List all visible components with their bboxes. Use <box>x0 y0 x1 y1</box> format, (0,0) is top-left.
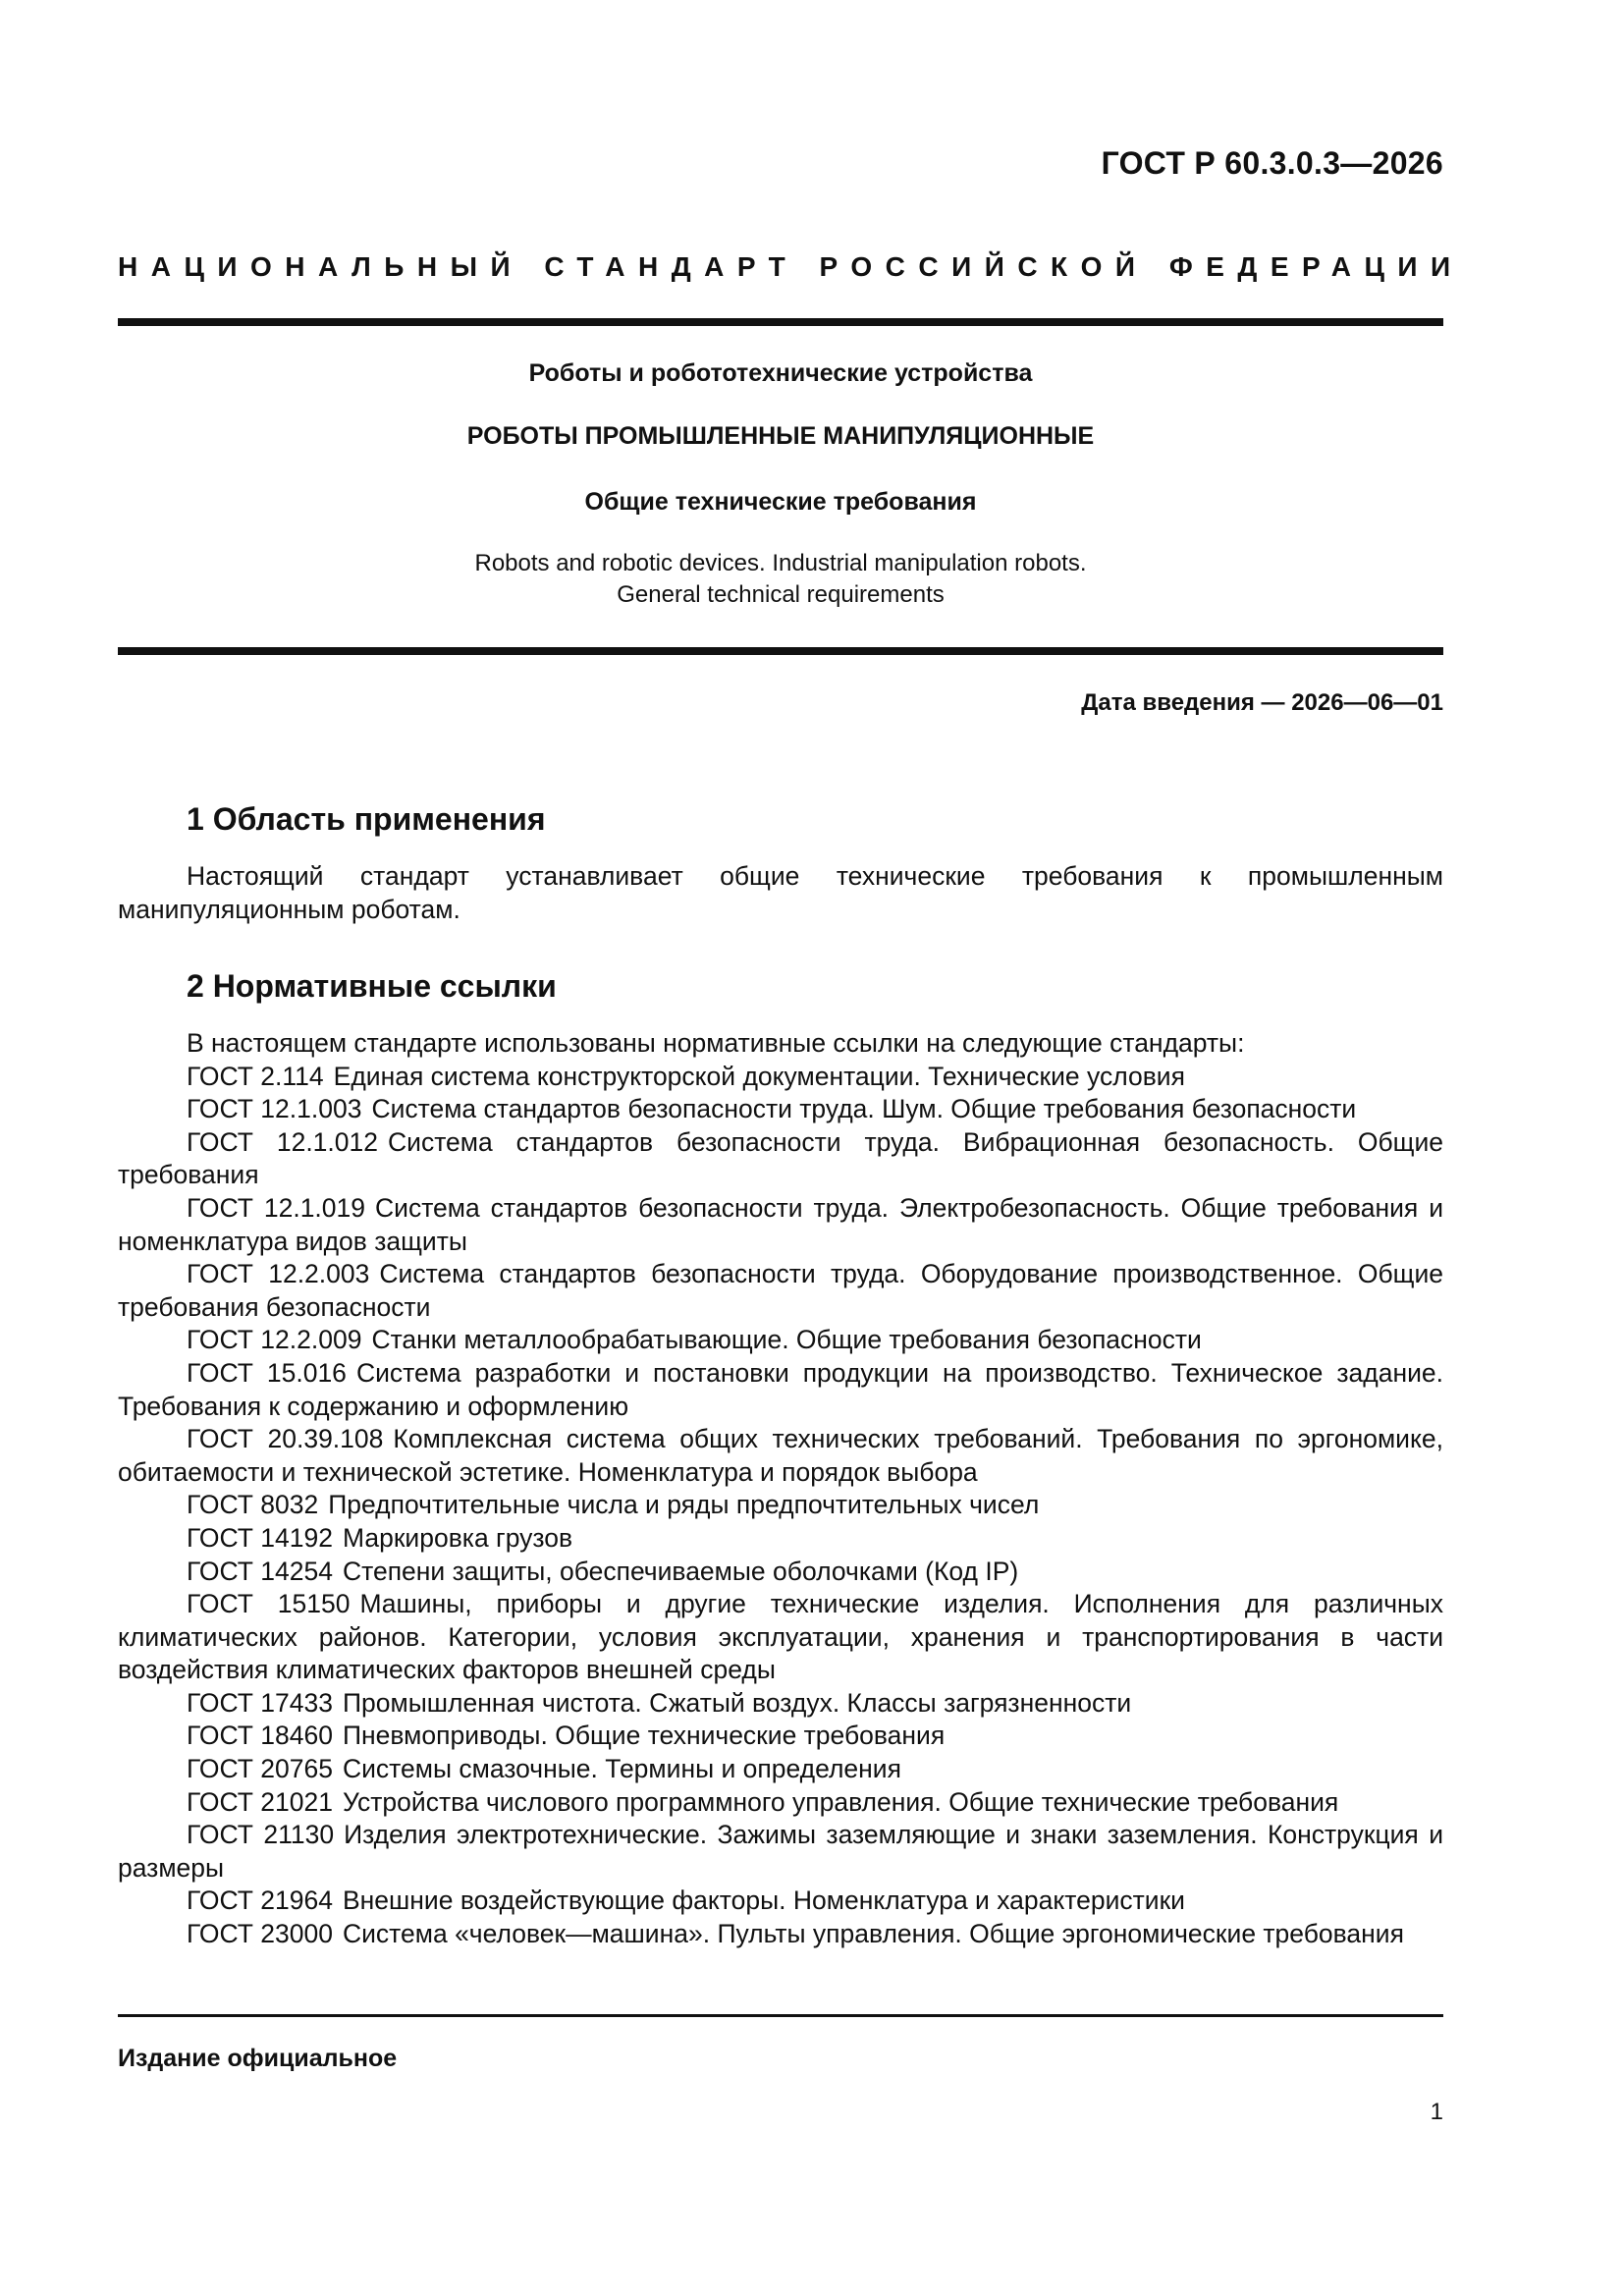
reference-entry <box>118 1357 1443 1423</box>
section-2-body <box>118 1027 1443 1951</box>
reference-title: Система разработки и постановки продукции на производство. Техническое задание. Требования к содержанию и оформлению <box>118 1357 1443 1421</box>
reference-code: ГОСТ 20.39.108 <box>187 1424 384 1454</box>
section-1-paragraph: Настоящий стандарт устанавливает общие технические требования к промышленным манипуляционным роботам. <box>118 861 1443 924</box>
reference-title: Степени защиты, обеспечиваемые оболочками (Код IP) <box>342 1556 1019 1586</box>
reference-title: Комплексная система общих технических требований. Требования по эргономике, обитаемости и технической эстетике. Номенклатура и порядок выбора <box>118 1424 1443 1487</box>
document-code: ГОСТ Р 60.3.0.3—2026 <box>1101 145 1443 181</box>
reference-entry <box>118 1588 1443 1687</box>
reference-entry <box>118 1885 1443 1918</box>
reference-code: ГОСТ 12.2.009 <box>187 1325 362 1355</box>
reference-title: Система стандартов безопасности труда. Оборудование производственное. Общие требования безопасности <box>118 1259 1443 1322</box>
reference-title: Устройства числового программного управления. Общие технические требования <box>342 1786 1339 1817</box>
reference-title: Единая система конструкторской документации. Технические условия <box>333 1061 1185 1091</box>
reference-title: Станки металлообрабатывающие. Общие требования безопасности <box>371 1325 1202 1355</box>
reference-code: ГОСТ 14254 <box>187 1556 333 1586</box>
reference-code: ГОСТ 23000 <box>187 1919 333 1949</box>
reference-code: ГОСТ 2.114 <box>187 1061 324 1091</box>
reference-title: Внешние воздействующие факторы. Номенклатура и характеристики <box>342 1886 1185 1916</box>
subtitle: Общие технические требования <box>584 488 977 516</box>
top-divider <box>118 318 1443 326</box>
reference-entry <box>118 1720 1443 1753</box>
reference-title: Система стандартов безопасности труда. Шум. Общие требования безопасности <box>371 1094 1357 1124</box>
reference-code: ГОСТ 12.1.012 <box>187 1126 378 1157</box>
reference-code: ГОСТ 14192 <box>187 1522 333 1553</box>
series-title: Роботы и робототехнические устройства <box>528 359 1033 387</box>
title-divider <box>118 647 1443 655</box>
reference-code: ГОСТ 21964 <box>187 1886 333 1916</box>
reference-title: Предпочтительные числа и ряды предпочтительных чисел <box>328 1490 1040 1520</box>
main-title: РОБОТЫ ПРОМЫШЛЕННЫЕ МАНИПУЛЯЦИОННЫЕ <box>466 422 1095 450</box>
official-edition-label: Издание официальное <box>118 2045 398 2072</box>
reference-entry <box>118 1061 1443 1094</box>
reference-entry <box>118 1786 1443 1820</box>
reference-title: Система стандартов безопасности труда. Электробезопасность. Общие требования и номенклатура видов защиты <box>118 1192 1444 1256</box>
reference-title: Маркировка грузов <box>342 1522 573 1553</box>
reference-title: Промышленная чистота. Сжатый воздух. Классы загрязненности <box>342 1687 1132 1718</box>
national-standard-title: НАЦИОНАЛЬНЫЙ СТАНДАРТ РОССИЙСКОЙ ФЕДЕРАЦИИ <box>118 251 1464 282</box>
reference-entry <box>118 1093 1443 1126</box>
reference-entry <box>118 1819 1443 1885</box>
section-1-heading: 1 Область применения <box>187 801 546 837</box>
reference-list <box>118 1061 1443 1951</box>
reference-code: ГОСТ 12.1.003 <box>187 1094 362 1124</box>
section-2-heading: 2 Нормативные ссылки <box>187 968 557 1004</box>
reference-entry <box>118 1918 1443 1951</box>
reference-code: ГОСТ 12.2.003 <box>187 1259 370 1289</box>
footer-divider <box>118 2014 1443 2017</box>
reference-title: Изделия электротехнические. Зажимы заземляющие и знаки заземления. Конструкция и размеры <box>118 1820 1443 1883</box>
reference-entry <box>118 1423 1443 1489</box>
reference-title: Системы смазочные. Термины и определения <box>342 1754 901 1784</box>
section-1-body <box>118 860 1443 926</box>
reference-code: ГОСТ 18460 <box>187 1721 333 1751</box>
reference-entry <box>118 1522 1443 1556</box>
english-title-line2: General technical requirements <box>617 581 945 608</box>
reference-title: Пневмоприводы. Общие технические требования <box>342 1721 946 1751</box>
reference-code: ГОСТ 15150 <box>187 1589 351 1619</box>
reference-code: ГОСТ 17433 <box>187 1687 333 1718</box>
reference-code: ГОСТ 21130 <box>187 1820 335 1850</box>
reference-entry <box>118 1556 1443 1589</box>
reference-code: ГОСТ 12.1.019 <box>187 1192 366 1223</box>
reference-entry <box>118 1126 1443 1192</box>
reference-title: Машины, приборы и другие технические изделия. Исполнения для различных климатических районов. Категории, условия эксплуатации, хранения и транспортирования в части воздействия климатических факторов внешней среды <box>118 1589 1443 1685</box>
reference-code: ГОСТ 15.016 <box>187 1357 347 1388</box>
reference-entry <box>118 1489 1443 1522</box>
page-number: 1 <box>1430 2099 1443 2125</box>
reference-entry <box>118 1258 1443 1324</box>
reference-code: ГОСТ 8032 <box>187 1490 319 1520</box>
reference-code: ГОСТ 21021 <box>187 1786 333 1817</box>
reference-entry <box>118 1192 1443 1258</box>
reference-code: ГОСТ 20765 <box>187 1754 333 1784</box>
introduction-date: Дата введения — 2026—06—01 <box>1081 689 1443 716</box>
section-2-intro: В настоящем стандарте использованы нормативные ссылки на следующие стандарты: <box>187 1028 1245 1058</box>
reference-entry <box>118 1753 1443 1786</box>
reference-entry <box>118 1687 1443 1721</box>
reference-entry <box>118 1324 1443 1357</box>
english-title-line1: Robots and robotic devices. Industrial manipulation robots. <box>474 550 1087 576</box>
reference-title: Система «человек—машина». Пульты управления. Общие эргономические требования <box>342 1919 1404 1949</box>
reference-title: Система стандартов безопасности труда. Вибрационная безопасность. Общие требования <box>118 1126 1443 1190</box>
